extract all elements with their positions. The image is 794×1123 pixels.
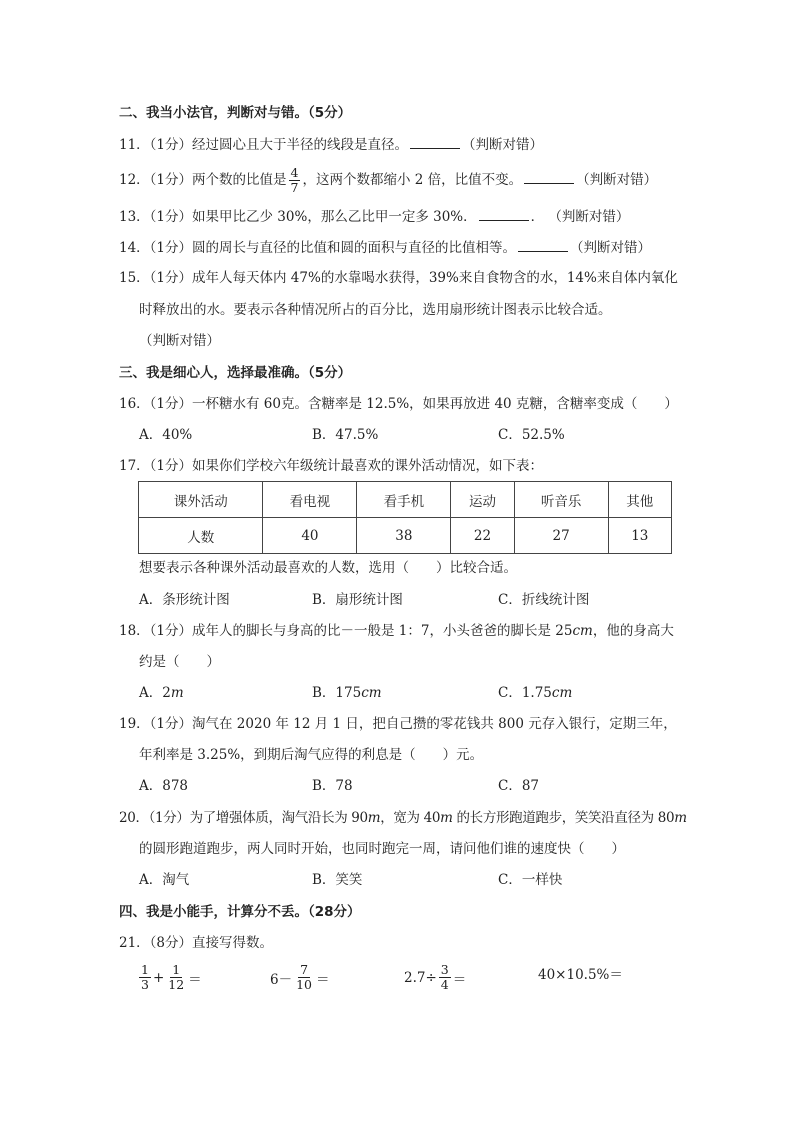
answer-blank[interactable] xyxy=(524,170,574,184)
question-11-text: 11．（1分）经过圆心且大于半径的线段是直径。 xyxy=(119,137,409,153)
operator: + xyxy=(152,969,165,986)
table-cell: 22 xyxy=(451,518,514,554)
unit: cm xyxy=(572,623,593,639)
unit: m xyxy=(170,685,184,701)
question-15-line-2: 时释放出的水。要表示各种情况所占的百分比，选用扇形统计图表示比较合适。 xyxy=(139,302,612,318)
table-header-row xyxy=(139,482,672,518)
section-4-heading: 四、我是小能手，计算分不丢。（28分） xyxy=(119,904,361,920)
question-18-line-1 xyxy=(119,622,674,640)
unit: cm xyxy=(551,685,573,701)
question-20-text: 20．（1分）为了增强体质，淘气沿长为 90 xyxy=(119,810,368,826)
unit: m xyxy=(674,810,687,826)
option-c[interactable]: C．折线统计图 xyxy=(498,592,590,608)
equals: ＝ xyxy=(188,971,202,988)
question-14-text: 14．（1分）圆的周长与直径的比值和圆的面积与直径的比值相等。 xyxy=(119,240,517,256)
answer-blank[interactable] xyxy=(518,238,568,252)
option-c[interactable]: C．一样快 xyxy=(498,872,563,888)
question-18-text: 18．（1分）成年人的脚长与身高的比－一般是 1：7，小头爸爸的脚长是 25 xyxy=(119,623,573,639)
table-cell: 27 xyxy=(514,518,608,554)
fraction xyxy=(166,963,186,992)
table-row xyxy=(139,518,672,554)
option-a-value: A．2 xyxy=(139,685,171,701)
unit: m xyxy=(440,810,453,826)
option-a[interactable]: A．40% xyxy=(139,427,193,443)
option-c[interactable] xyxy=(498,684,572,702)
question-21: 21．（8分）直接写得数。 xyxy=(119,935,274,951)
numerator: 3 xyxy=(440,962,449,977)
option-b[interactable]: B．扇形统计图 xyxy=(312,592,403,608)
calc-expression-3 xyxy=(404,963,466,992)
table-cell: 人数 xyxy=(139,518,263,554)
denominator: 10 xyxy=(296,977,312,992)
expression-prefix: 6－ xyxy=(270,971,293,988)
question-14 xyxy=(119,238,651,257)
activity-table xyxy=(138,481,672,554)
question-16: 16．（1分）一杯糖水有 60克。含糖率是 12.5%，如果再放进 40 克糖，含糖率变成（ ） xyxy=(119,396,678,412)
answer-blank[interactable] xyxy=(479,207,529,221)
option-c[interactable]: C．52.5% xyxy=(498,427,565,443)
expression-text: 40×10.5%＝ xyxy=(538,967,623,983)
calc-expression-1 xyxy=(137,963,202,992)
question-19-line-1: 19．（1分）淘气在 2020 年 12 月 1 日，把自己攒的零花钱共 800 元存入银行，定期三年， xyxy=(119,716,677,732)
denominator: 12 xyxy=(168,977,185,992)
table-cell: 看手机 xyxy=(357,482,451,518)
question-12 xyxy=(119,163,657,197)
table-cell: 13 xyxy=(608,518,671,554)
question-17-follow: 想要表示各种课外活动最喜欢的人数，选用（ ）比较合适。 xyxy=(139,560,517,576)
question-18-line-2: 约是（ ） xyxy=(139,654,220,670)
option-c[interactable]: C．87 xyxy=(498,778,540,794)
expression-prefix: 2.7÷ xyxy=(404,969,437,986)
table-cell: 听音乐 xyxy=(514,482,608,518)
option-b[interactable] xyxy=(312,684,382,702)
numerator: 1 xyxy=(172,962,181,977)
question-20-line-2: 的圆形跑道跑步，两人同时开始，也同时跑完一周，请问他们谁的速度快（ ） xyxy=(139,841,625,857)
numerator: 7 xyxy=(300,962,309,977)
table-cell: 40 xyxy=(263,518,357,554)
denominator: 3 xyxy=(141,977,149,992)
question-18-text-cont: ，他的身高大 xyxy=(592,623,674,639)
question-14-tail: （判断对错） xyxy=(570,240,652,256)
option-a[interactable]: A．878 xyxy=(139,778,189,794)
option-a[interactable]: A．淘气 xyxy=(139,872,190,888)
denominator: 4 xyxy=(440,977,449,992)
question-12-pre: 12．（1分）两个数的比值是 xyxy=(119,172,287,188)
question-20-line-1 xyxy=(119,809,687,827)
question-13-tail: ． （判断对错） xyxy=(530,209,630,225)
option-c-value: C．1.75 xyxy=(498,685,552,701)
question-11-tail: （判断对错） xyxy=(462,137,544,153)
numerator: 4 xyxy=(290,165,299,180)
option-b[interactable]: B．78 xyxy=(312,778,353,794)
table-cell: 看电视 xyxy=(263,482,357,518)
option-b[interactable]: B．47.5% xyxy=(312,427,379,443)
section-2-heading: 二、我当小法官，判断对与错。（5分） xyxy=(119,105,352,121)
denominator: 7 xyxy=(290,180,299,195)
numerator: 1 xyxy=(141,962,149,977)
table-cell: 运动 xyxy=(451,482,514,518)
table-cell: 38 xyxy=(357,518,451,554)
question-13-text: 13．（1分）如果甲比乙少 30%，那么乙比甲一定多 30%． xyxy=(119,209,477,225)
question-17: 17．（1分）如果你们学校六年级统计最喜欢的课外活动情况，如下表： xyxy=(119,458,544,474)
unit: cm xyxy=(361,685,382,701)
question-15-line-3: （判断对错） xyxy=(139,333,220,349)
question-20-text: ，宽为 40 xyxy=(380,810,441,826)
calc-expression-2 xyxy=(270,963,330,992)
section-3-heading: 三、我是细心人，选择最准确。（5分） xyxy=(119,365,352,381)
option-b[interactable]: B．笑笑 xyxy=(312,872,363,888)
equals: ＝ xyxy=(452,971,467,988)
calc-expression-4 xyxy=(538,963,623,983)
option-a[interactable] xyxy=(139,684,184,702)
fraction xyxy=(294,963,314,992)
option-b-value: B．175 xyxy=(312,685,362,701)
question-12-post: ，这两个数都缩小 2 倍，比值不变。 xyxy=(302,172,523,188)
question-11 xyxy=(119,135,543,154)
fraction xyxy=(139,963,151,992)
question-19-line-2: 年利率是 3.25%，到期后淘气应得的利息是（ ）元。 xyxy=(139,747,484,763)
table-cell: 课外活动 xyxy=(139,482,263,518)
question-20-text: 的长方形跑道跑步，笑笑沿直径为 80 xyxy=(452,810,675,826)
equals: ＝ xyxy=(316,971,330,988)
answer-blank[interactable] xyxy=(410,135,460,149)
question-12-tail: （判断对错） xyxy=(576,172,658,188)
fraction xyxy=(439,963,451,992)
unit: m xyxy=(367,810,381,826)
fraction xyxy=(289,166,301,195)
option-a[interactable]: A．条形统计图 xyxy=(139,592,230,608)
question-15-line-1: 15．（1分）成年人每天体内 47%的水靠喝水获得，39%来自食物含的水，14%来自体内氧化 xyxy=(119,270,678,286)
question-13 xyxy=(119,207,629,226)
table-cell: 其他 xyxy=(608,482,671,518)
